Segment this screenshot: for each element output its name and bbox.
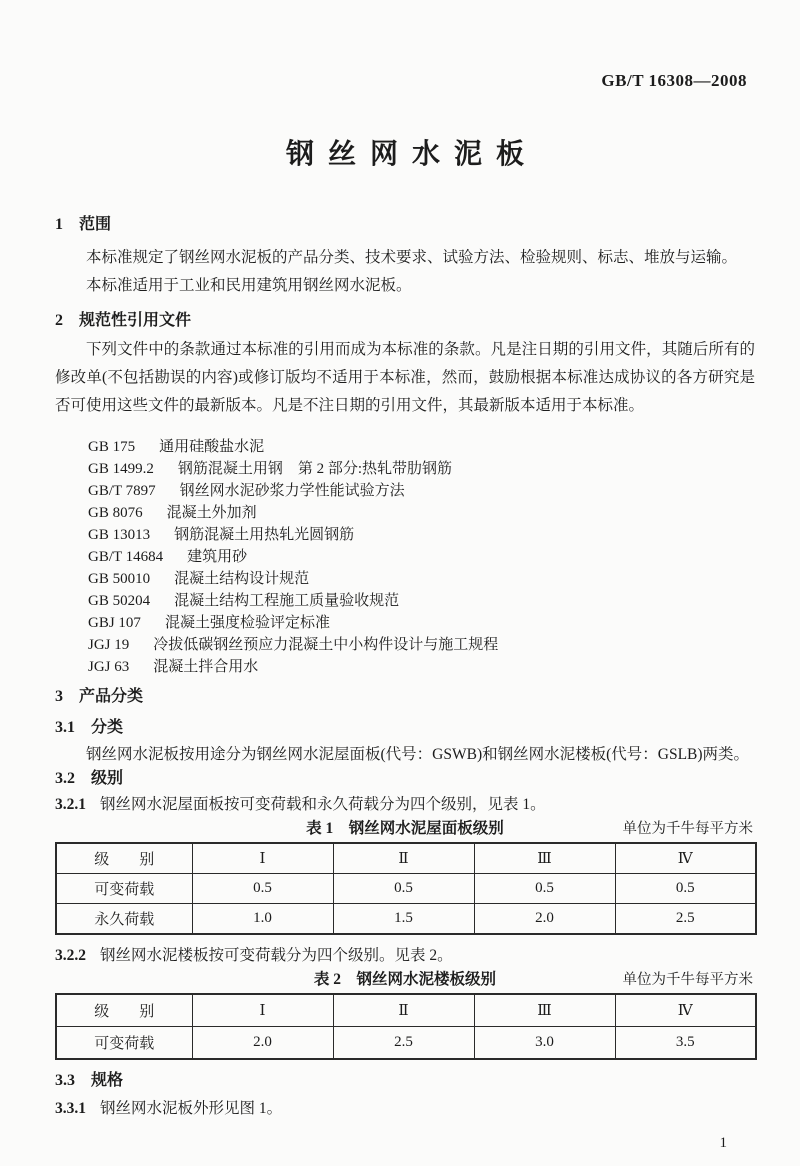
clause-3-2-2-number: 3.2.2 [55, 947, 86, 964]
reference-code: GB 50204 [88, 593, 151, 609]
page-number: 1 [719, 1135, 727, 1151]
clause-3-2-2 [55, 943, 755, 969]
section-3-3-heading: 3.3 规格 [55, 1072, 124, 1089]
table-1-caption: 表 1 钢丝网水泥屋面板级别 [306, 820, 504, 837]
table-2-header-cell: 级 别 [56, 994, 192, 1027]
table-1-header-cell: Ⅳ [615, 843, 756, 874]
table-2-caption-row [55, 969, 755, 991]
section-3-2-heading: 3.2 级别 [55, 770, 124, 787]
table-1-cell: 0.5 [192, 874, 333, 904]
table-row [56, 904, 756, 935]
table-2-header-cell: Ⅳ [615, 994, 756, 1027]
clause-3-2-1 [55, 792, 755, 818]
reference-title: 混凝土结构设计规范 [174, 571, 310, 587]
table-1-header-cell: Ⅱ [333, 843, 474, 874]
clause-3-3-1-text: 钢丝网水泥板外形见图 1。 [100, 1100, 283, 1117]
doc-number: GB/T 16308—2008 [601, 71, 747, 90]
section-2-intro: 下列文件中的条款通过本标准的引用而成为本标准的条款。凡是注日期的引用文件，其随后所有的修改单(不包括勘误的内容)或修订版均不适用于本标准，然而，鼓励根据本标准达成协议的各方研究是否可使用这些文件的最新版本。凡是不注日期的引用文件，其最新版本适用于本标准。 [55, 341, 755, 414]
table-1-header-cell: Ⅰ [192, 843, 333, 874]
reference-item [55, 458, 755, 480]
reference-code: GB 1499.2 [88, 461, 154, 477]
reference-code: GB 8076 [88, 505, 143, 521]
reference-title: 钢筋混凝土用钢 第 2 部分:热轧带肋钢筋 [177, 461, 453, 477]
clause-3-3-1 [55, 1096, 755, 1122]
reference-code: GB 50010 [88, 571, 151, 587]
reference-item [55, 436, 755, 458]
table-row [56, 994, 756, 1027]
section-2-heading: 2 规范性引用文件 [55, 312, 192, 329]
table-1-unit: 单位为千牛每平方米 [622, 821, 753, 837]
reference-title: 混凝土强度检验评定标准 [164, 615, 330, 631]
table-1-cell: 可变荷载 [56, 874, 192, 904]
table-row [56, 843, 756, 874]
reference-title: 钢丝网水泥砂浆力学性能试验方法 [179, 483, 405, 499]
table-2-cell: 3.0 [474, 1027, 615, 1060]
table-2-cell: 2.5 [333, 1027, 474, 1060]
reference-title: 通用硅酸盐水泥 [159, 439, 265, 455]
table-1-cell: 2.5 [615, 904, 756, 935]
reference-item [55, 568, 755, 590]
reference-title: 钢筋混凝土用热轧光圆钢筋 [174, 527, 355, 543]
reference-code: GB 175 [88, 439, 136, 455]
table-row [56, 874, 756, 904]
section-3-1-heading: 3.1 分类 [55, 719, 124, 736]
reference-title: 混凝土拌合用水 [153, 659, 259, 675]
reference-code: JGJ 63 [88, 659, 130, 675]
clause-3-2-2-text: 钢丝网水泥楼板按可变荷载分为四个级别。见表 2。 [100, 947, 453, 964]
table-1-cell: 0.5 [474, 874, 615, 904]
section-1-heading: 1 范围 [55, 216, 112, 233]
reference-item [55, 480, 755, 502]
table-1-cell: 0.5 [615, 874, 756, 904]
reference-title: 冷拔低碳钢丝预应力混凝土中小构件设计与施工规程 [153, 637, 499, 653]
table-2-cell: 可变荷载 [56, 1027, 192, 1060]
reference-code: GB/T 7897 [88, 483, 156, 499]
table-2-caption: 表 2 钢丝网水泥楼板级别 [313, 971, 497, 988]
clause-3-2-1-number: 3.2.1 [55, 796, 86, 813]
table-1-header-cell: Ⅲ [474, 843, 615, 874]
table-1 [55, 842, 757, 935]
table-2-header-cell: Ⅲ [474, 994, 615, 1027]
section-1-paragraph-2: 本标准适用于工业和民用建筑用钢丝网水泥板。 [86, 277, 412, 294]
reference-item [55, 590, 755, 612]
doc-title: 钢丝网水泥板 [285, 139, 538, 170]
table-1-cell: 2.0 [474, 904, 615, 935]
reference-code: GB 13013 [88, 527, 151, 543]
section-3-heading: 3 产品分类 [55, 688, 144, 705]
table-1-caption-row [55, 818, 755, 840]
clause-3-3-1-number: 3.3.1 [55, 1100, 86, 1117]
table-1-cell: 0.5 [333, 874, 474, 904]
clause-3-2-1-text: 钢丝网水泥屋面板按可变荷载和永久荷载分为四个级别，见表 1。 [100, 796, 546, 813]
reference-code: GBJ 107 [88, 615, 141, 631]
table-2-cell: 3.5 [615, 1027, 756, 1060]
table-2-header-cell: Ⅱ [333, 994, 474, 1027]
reference-title: 混凝土结构工程施工质量验收规范 [174, 593, 400, 609]
table-2 [55, 993, 757, 1060]
section-1-paragraph-1: 本标准规定了钢丝网水泥板的产品分类、技术要求、试验方法、检验规则、标志、堆放与运输。 [86, 249, 738, 266]
reference-item [55, 502, 755, 524]
table-1-cell: 永久荷载 [56, 904, 192, 935]
reference-code: JGJ 19 [88, 637, 130, 653]
table-2-header-cell: Ⅰ [192, 994, 333, 1027]
table-row [56, 1027, 756, 1060]
table-1-header-cell: 级 别 [56, 843, 192, 874]
reference-list [55, 436, 755, 678]
table-2-cell: 2.0 [192, 1027, 333, 1060]
reference-item [55, 634, 755, 656]
table-2-unit: 单位为千牛每平方米 [622, 972, 753, 988]
table-1-cell: 1.5 [333, 904, 474, 935]
reference-item [55, 612, 755, 634]
reference-title: 混凝土外加剂 [166, 505, 257, 521]
section-3-1-paragraph: 钢丝网水泥板按用途分为钢丝网水泥屋面板(代号：GSWB)和钢丝网水泥楼板(代号：GSLB)两类。 [86, 746, 750, 763]
table-1-cell: 1.0 [192, 904, 333, 935]
reference-title: 建筑用砂 [187, 549, 248, 565]
reference-item [55, 546, 755, 568]
reference-code: GB/T 14684 [88, 549, 164, 565]
reference-item [55, 656, 755, 678]
reference-item [55, 524, 755, 546]
